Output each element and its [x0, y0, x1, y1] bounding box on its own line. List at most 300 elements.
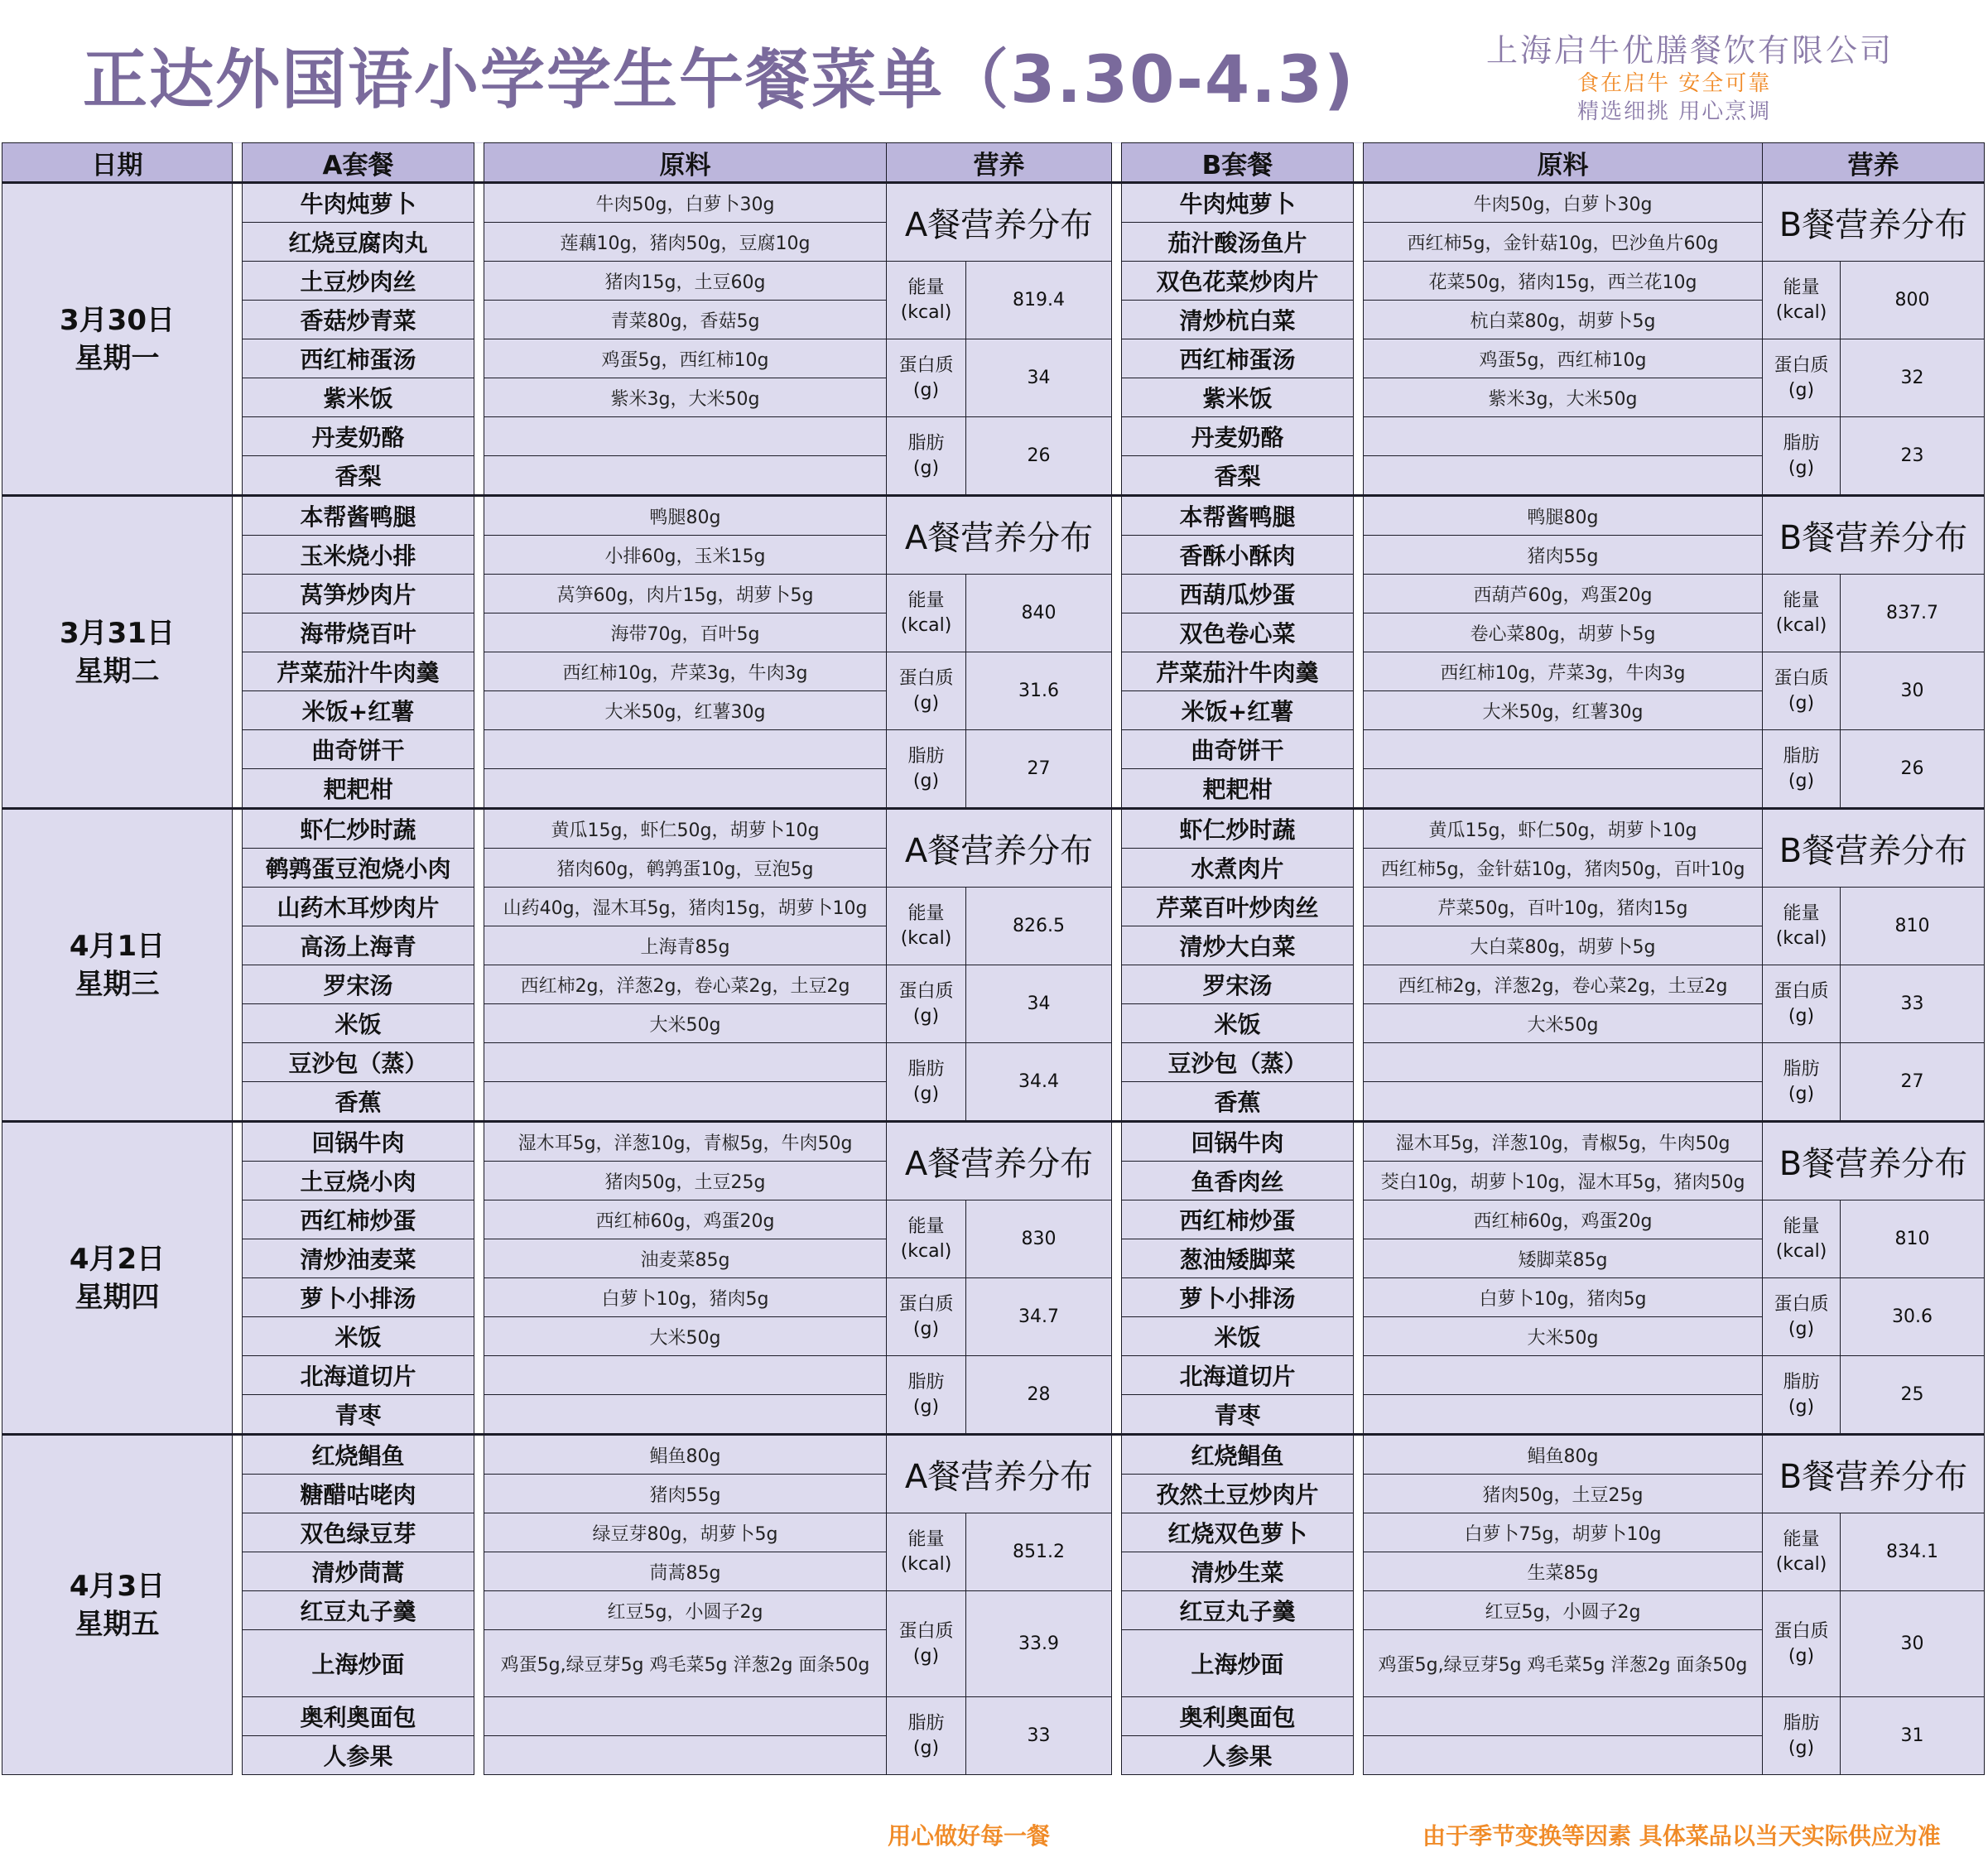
table-row — [2, 1591, 1985, 1630]
column-gap — [1354, 613, 1364, 652]
a-ingredients: 牛肉50g，白萝卜30g — [484, 183, 887, 223]
a-fat-value: 26 — [966, 417, 1112, 496]
column-gap — [474, 183, 484, 223]
nutrition-label-unit: (kcal) — [1775, 1553, 1827, 1575]
a-ingredients — [484, 1082, 887, 1122]
column-gap — [474, 849, 484, 888]
column-gap — [233, 1004, 243, 1043]
b-ingredients — [1364, 1356, 1763, 1395]
column-gap — [1354, 1475, 1364, 1513]
b-dish: 清炒杭白菜 — [1122, 301, 1354, 339]
nutrition-label-unit: (kcal) — [1775, 301, 1827, 323]
column-gap — [474, 1122, 484, 1162]
column-gap — [1112, 1004, 1122, 1043]
a-dish: 回锅牛肉 — [243, 1122, 474, 1162]
b-ingredients: 卷心菜80g，胡萝卜5g — [1364, 613, 1763, 652]
a-ingredients: 白萝卜10g，猪肉5g — [484, 1278, 887, 1317]
column-gap — [233, 1513, 243, 1552]
nutrition-label-unit: (g) — [912, 379, 940, 401]
column-gap — [474, 1591, 484, 1630]
column-gap — [233, 1317, 243, 1356]
column-gap — [1112, 575, 1122, 613]
nutrition-label-unit: (kcal) — [900, 1553, 952, 1575]
column-gap — [233, 1356, 243, 1395]
b-dish: 人参果 — [1122, 1736, 1354, 1775]
column-gap — [233, 536, 243, 575]
column-gap — [1354, 809, 1364, 849]
nutrition-label-fat — [887, 1697, 966, 1775]
a-dish: 耙耙柑 — [243, 769, 474, 809]
column-gap — [474, 926, 484, 965]
nutrition-label-unit: (g) — [1788, 770, 1815, 791]
column-gap — [1112, 1200, 1122, 1239]
b-energy-value: 834.1 — [1841, 1513, 1985, 1591]
nutrition-label-name: 能量 — [1783, 589, 1820, 611]
column-gap — [1112, 536, 1122, 575]
b-energy-value: 810 — [1841, 888, 1985, 965]
column-gap — [1112, 1395, 1122, 1435]
nutrition-label-protein — [887, 965, 966, 1043]
b-ingredients: 牛肉50g，白萝卜30g — [1364, 183, 1763, 223]
nutrition-label-unit: (g) — [912, 770, 940, 791]
table-row — [2, 1697, 1985, 1736]
column-gap — [233, 1043, 243, 1082]
column-gap — [1112, 262, 1122, 301]
a-protein-value: 34.7 — [966, 1278, 1112, 1356]
column-gap — [1354, 378, 1364, 417]
b-dish: 米饭 — [1122, 1317, 1354, 1356]
a-dish: 海带烧百叶 — [243, 613, 474, 652]
column-gap — [233, 575, 243, 613]
a-ingredients: 红豆5g，小圆子2g — [484, 1591, 887, 1630]
nutrition-label-protein — [887, 1278, 966, 1356]
nutrition-label-name: 蛋白质 — [1774, 667, 1829, 689]
b-ingredients: 紫米3g，大米50g — [1364, 378, 1763, 417]
column-gap — [1354, 183, 1364, 223]
a-energy-value: 819.4 — [966, 262, 1112, 339]
column-gap — [233, 456, 243, 496]
column-gap — [1112, 378, 1122, 417]
column-gap — [1354, 1317, 1364, 1356]
column-gap — [233, 926, 243, 965]
column-gap — [233, 849, 243, 888]
column-gap — [233, 809, 243, 849]
column-gap — [1354, 691, 1364, 730]
a-ingredients: 湿木耳5g，洋葱10g，青椒5g，牛肉50g — [484, 1122, 887, 1162]
a-ingredients: 鲳鱼80g — [484, 1435, 887, 1475]
column-gap — [1354, 1122, 1364, 1162]
nutrition-label-fat — [887, 730, 966, 809]
a-ingredients: 莴笋60g，肉片15g，胡萝卜5g — [484, 575, 887, 613]
b-ingredients: 黄瓜15g，虾仁50g，胡萝卜10g — [1364, 809, 1763, 849]
a-ingredients — [484, 1395, 887, 1435]
nutrition-label-name: 能量 — [1783, 902, 1820, 924]
a-dish: 上海炒面 — [243, 1630, 474, 1697]
a-ingredients: 海带70g，百叶5g — [484, 613, 887, 652]
a-dish: 紫米饭 — [243, 378, 474, 417]
b-nutrition-title: B餐营养分布 — [1763, 809, 1985, 888]
column-gap — [474, 652, 484, 691]
column-gap — [1112, 691, 1122, 730]
a-ingredients: 黄瓜15g，虾仁50g，胡萝卜10g — [484, 809, 887, 849]
b-dish: 香酥小酥肉 — [1122, 536, 1354, 575]
day-date: 4月1日 — [69, 929, 166, 963]
column-gap — [474, 456, 484, 496]
column-gap — [1112, 1552, 1122, 1591]
a-ingredients: 油麦菜85g — [484, 1239, 887, 1278]
column-gap — [233, 496, 243, 536]
column-gap — [233, 1162, 243, 1200]
column-gap — [1112, 1239, 1122, 1278]
column-gap — [233, 1239, 243, 1278]
day-date-cell — [2, 1122, 233, 1435]
column-gap — [474, 888, 484, 926]
header-row — [2, 143, 1985, 183]
table-row — [2, 1200, 1985, 1239]
b-ingredients: 大米50g — [1364, 1317, 1763, 1356]
b-ingredients: 西红柿5g，金针菇10g，猪肉50g，百叶10g — [1364, 849, 1763, 888]
column-gap — [474, 417, 484, 456]
header-a-meal: A套餐 — [243, 143, 474, 183]
nutrition-label-name: 脂肪 — [1783, 1058, 1820, 1080]
nutrition-label-protein — [1763, 339, 1841, 417]
column-gap — [1354, 301, 1364, 339]
b-dish: 豆沙包（蒸） — [1122, 1043, 1354, 1082]
nutrition-label-protein — [887, 1591, 966, 1697]
a-dish: 牛肉炖萝卜 — [243, 183, 474, 223]
table-row — [2, 1356, 1985, 1395]
column-gap — [1354, 1736, 1364, 1775]
column-gap — [233, 183, 243, 223]
a-dish: 米饭 — [243, 1004, 474, 1043]
a-ingredients: 鸭腿80g — [484, 496, 887, 536]
b-ingredients: 鸡蛋5g,绿豆芽5g 鸡毛菜5g 洋葱2g 面条50g — [1364, 1630, 1763, 1697]
b-dish: 丹麦奶酪 — [1122, 417, 1354, 456]
b-ingredients — [1364, 456, 1763, 496]
b-dish: 虾仁炒时蔬 — [1122, 809, 1354, 849]
nutrition-label-name: 蛋白质 — [1774, 1293, 1829, 1315]
a-energy-value: 826.5 — [966, 888, 1112, 965]
b-energy-value: 800 — [1841, 262, 1985, 339]
column-gap — [1112, 223, 1122, 262]
a-ingredients — [484, 769, 887, 809]
column-gap — [1354, 456, 1364, 496]
nutrition-label-unit: (g) — [912, 1005, 940, 1027]
nutrition-label-name: 能量 — [907, 902, 945, 924]
nutrition-label-unit: (kcal) — [900, 301, 952, 323]
a-nutrition-title: A餐营养分布 — [887, 1435, 1112, 1513]
column-gap — [1354, 417, 1364, 456]
a-dish: 红豆丸子羹 — [243, 1591, 474, 1630]
b-dish: 西红柿炒蛋 — [1122, 1200, 1354, 1239]
column-gap — [474, 613, 484, 652]
a-ingredients: 猪肉55g — [484, 1475, 887, 1513]
nutrition-label-unit: (kcal) — [1775, 1240, 1827, 1262]
a-ingredients: 小排60g，玉米15g — [484, 536, 887, 575]
b-dish: 清炒生菜 — [1122, 1552, 1354, 1591]
a-dish: 奥利奥面包 — [243, 1697, 474, 1736]
b-ingredients: 鲳鱼80g — [1364, 1435, 1763, 1475]
column-gap — [1354, 1395, 1364, 1435]
column-gap — [1112, 1317, 1122, 1356]
column-gap — [1112, 1082, 1122, 1122]
a-ingredients: 猪肉15g，土豆60g — [484, 262, 887, 301]
column-gap — [1354, 1239, 1364, 1278]
a-fat-value: 33 — [966, 1697, 1112, 1775]
a-dish: 人参果 — [243, 1736, 474, 1775]
a-ingredients: 山药40g，湿木耳5g，猪肉15g，胡萝卜10g — [484, 888, 887, 926]
column-gap — [233, 1278, 243, 1317]
column-gap — [474, 496, 484, 536]
nutrition-label-name: 蛋白质 — [898, 1293, 954, 1315]
column-gap — [1354, 926, 1364, 965]
day-weekday: 星期一 — [75, 341, 160, 375]
a-dish: 青枣 — [243, 1395, 474, 1435]
a-ingredients — [484, 1356, 887, 1395]
nutrition-label-fat — [887, 417, 966, 496]
column-gap — [1112, 143, 1122, 183]
nutrition-label-unit: (g) — [912, 1396, 940, 1417]
column-gap — [233, 1082, 243, 1122]
day-date: 4月3日 — [69, 1569, 166, 1603]
column-gap — [1112, 1697, 1122, 1736]
b-fat-value: 23 — [1841, 417, 1985, 496]
a-dish: 鹌鹑蛋豆泡烧小肉 — [243, 849, 474, 888]
a-ingredients: 紫米3g，大米50g — [484, 378, 887, 417]
nutrition-label-name: 脂肪 — [907, 1371, 945, 1393]
nutrition-label-unit: (g) — [1788, 1396, 1815, 1417]
column-gap — [1354, 1435, 1364, 1475]
nutrition-label-name: 脂肪 — [907, 432, 945, 454]
b-protein-value: 30.6 — [1841, 1278, 1985, 1356]
column-gap — [233, 1697, 243, 1736]
b-dish: 香蕉 — [1122, 1082, 1354, 1122]
b-protein-value: 30 — [1841, 1591, 1985, 1697]
day-date-cell — [2, 809, 233, 1122]
column-gap — [474, 1162, 484, 1200]
a-ingredients — [484, 1697, 887, 1736]
column-gap — [1112, 888, 1122, 926]
column-gap — [1112, 730, 1122, 769]
a-dish: 双色绿豆芽 — [243, 1513, 474, 1552]
column-gap — [474, 1004, 484, 1043]
a-ingredients: 鸡蛋5g，西红柿10g — [484, 339, 887, 378]
column-gap — [474, 1513, 484, 1552]
menu-body — [2, 143, 1985, 1775]
nutrition-label-protein — [887, 339, 966, 417]
nutrition-label-energy — [887, 262, 966, 339]
day-weekday: 星期二 — [75, 654, 160, 688]
b-ingredients: 生菜85g — [1364, 1552, 1763, 1591]
a-ingredients: 绿豆芽80g，胡萝卜5g — [484, 1513, 887, 1552]
column-gap — [474, 1082, 484, 1122]
column-gap — [1354, 652, 1364, 691]
column-gap — [1354, 1630, 1364, 1697]
nutrition-label-protein — [1763, 1591, 1841, 1697]
nutrition-label-name: 蛋白质 — [898, 1620, 954, 1642]
a-ingredients: 上海青85g — [484, 926, 887, 965]
b-dish: 曲奇饼干 — [1122, 730, 1354, 769]
table-row — [2, 183, 1985, 223]
a-ingredients: 大米50g — [484, 1317, 887, 1356]
column-gap — [1112, 301, 1122, 339]
nutrition-label-fat — [1763, 1697, 1841, 1775]
column-gap — [474, 1475, 484, 1513]
a-dish: 玉米烧小排 — [243, 536, 474, 575]
b-dish: 西红柿蛋汤 — [1122, 339, 1354, 378]
header-date: 日期 — [2, 143, 233, 183]
nutrition-label-fat — [1763, 417, 1841, 496]
a-dish: 米饭+红薯 — [243, 691, 474, 730]
nutrition-label-fat — [1763, 730, 1841, 809]
nutrition-label-energy — [1763, 1513, 1841, 1591]
header-b-ingredients: 原料 — [1364, 143, 1763, 183]
company-slogan-1: 食在启牛 安全可靠 — [1577, 71, 1772, 96]
nutrition-label-unit: (g) — [1788, 1737, 1815, 1759]
a-dish: 米饭 — [243, 1317, 474, 1356]
b-dish: 罗宋汤 — [1122, 965, 1354, 1004]
a-fat-value: 27 — [966, 730, 1112, 809]
column-gap — [1112, 1475, 1122, 1513]
b-dish: 紫米饭 — [1122, 378, 1354, 417]
a-ingredients: 西红柿60g，鸡蛋20g — [484, 1200, 887, 1239]
nutrition-label-energy — [1763, 575, 1841, 652]
a-energy-value: 840 — [966, 575, 1112, 652]
b-dish: 米饭+红薯 — [1122, 691, 1354, 730]
a-dish: 红烧鲳鱼 — [243, 1435, 474, 1475]
b-dish: 米饭 — [1122, 1004, 1354, 1043]
b-ingredients — [1364, 1736, 1763, 1775]
column-gap — [233, 888, 243, 926]
column-gap — [474, 339, 484, 378]
column-gap — [474, 262, 484, 301]
a-dish: 豆沙包（蒸） — [243, 1043, 474, 1082]
nutrition-label-name: 脂肪 — [1783, 1712, 1820, 1734]
a-protein-value: 31.6 — [966, 652, 1112, 730]
column-gap — [1112, 1356, 1122, 1395]
table-row — [2, 339, 1985, 378]
column-gap — [1354, 730, 1364, 769]
nutrition-label-energy — [1763, 888, 1841, 965]
b-fat-value: 31 — [1841, 1697, 1985, 1775]
b-ingredients — [1364, 730, 1763, 769]
b-dish: 香梨 — [1122, 456, 1354, 496]
table-row — [2, 1043, 1985, 1082]
column-gap — [1354, 965, 1364, 1004]
column-gap — [1112, 417, 1122, 456]
column-gap — [233, 1475, 243, 1513]
b-ingredients — [1364, 1395, 1763, 1435]
column-gap — [474, 730, 484, 769]
nutrition-label-fat — [1763, 1043, 1841, 1122]
column-gap — [1354, 1043, 1364, 1082]
column-gap — [233, 1435, 243, 1475]
column-gap — [1112, 849, 1122, 888]
a-fat-value: 28 — [966, 1356, 1112, 1435]
b-dish: 双色花菜炒肉片 — [1122, 262, 1354, 301]
page-title: 正达外国语小学学生午餐菜单（3.30-4.3) — [83, 43, 1355, 118]
nutrition-label-name: 蛋白质 — [898, 667, 954, 689]
a-dish: 香梨 — [243, 456, 474, 496]
a-dish: 糖醋咕咾肉 — [243, 1475, 474, 1513]
nutrition-label-unit: (g) — [912, 1318, 940, 1340]
day-date-cell — [2, 496, 233, 809]
nutrition-label-unit: (kcal) — [1775, 614, 1827, 636]
nutrition-label-protein — [1763, 652, 1841, 730]
a-ingredients: 莲藕10g，猪肉50g，豆腐10g — [484, 223, 887, 262]
b-protein-value: 33 — [1841, 965, 1985, 1043]
column-gap — [474, 1552, 484, 1591]
nutrition-label-unit: (g) — [1788, 457, 1815, 479]
column-gap — [1112, 1043, 1122, 1082]
column-gap — [233, 769, 243, 809]
column-gap — [233, 262, 243, 301]
nutrition-label-protein — [1763, 1278, 1841, 1356]
column-gap — [233, 1552, 243, 1591]
b-ingredients: 西红柿2g，洋葱2g，卷心菜2g，土豆2g — [1364, 965, 1763, 1004]
table-row — [2, 575, 1985, 613]
b-ingredients: 猪肉55g — [1364, 536, 1763, 575]
column-gap — [474, 691, 484, 730]
a-ingredients: 茼蒿85g — [484, 1552, 887, 1591]
column-gap — [233, 339, 243, 378]
nutrition-label-fat — [1763, 1356, 1841, 1435]
b-dish: 西葫瓜炒蛋 — [1122, 575, 1354, 613]
column-gap — [474, 1395, 484, 1435]
header-a-nutrition: 营养 — [887, 143, 1112, 183]
nutrition-label-unit: (g) — [1788, 1645, 1815, 1667]
day-date: 4月2日 — [69, 1242, 166, 1276]
nutrition-label-unit: (g) — [1788, 379, 1815, 401]
nutrition-label-unit: (g) — [912, 1737, 940, 1759]
column-gap — [1354, 262, 1364, 301]
a-dish: 西红柿炒蛋 — [243, 1200, 474, 1239]
column-gap — [1112, 769, 1122, 809]
column-gap — [474, 378, 484, 417]
a-dish: 清炒油麦菜 — [243, 1239, 474, 1278]
b-protein-value: 32 — [1841, 339, 1985, 417]
nutrition-label-unit: (g) — [912, 457, 940, 479]
column-gap — [233, 1630, 243, 1697]
column-gap — [233, 223, 243, 262]
b-dish: 红烧双色萝卜 — [1122, 1513, 1354, 1552]
column-gap — [1354, 1513, 1364, 1552]
b-dish: 孜然土豆炒肉片 — [1122, 1475, 1354, 1513]
column-gap — [1354, 536, 1364, 575]
footer-left: 用心做好每一餐 — [888, 1822, 1051, 1850]
b-ingredients: 西红柿10g，芹菜3g，牛肉3g — [1364, 652, 1763, 691]
column-gap — [474, 301, 484, 339]
nutrition-label-name: 能量 — [907, 589, 945, 611]
table-row — [2, 888, 1985, 926]
b-dish: 茄汁酸汤鱼片 — [1122, 223, 1354, 262]
day-date: 3月30日 — [60, 303, 175, 337]
column-gap — [1112, 965, 1122, 1004]
b-ingredients: 西红柿5g，金针菇10g，巴沙鱼片60g — [1364, 223, 1763, 262]
b-dish: 芹菜百叶炒肉丝 — [1122, 888, 1354, 926]
column-gap — [1354, 496, 1364, 536]
a-nutrition-title: A餐营养分布 — [887, 809, 1112, 888]
nutrition-label-unit: (kcal) — [900, 614, 952, 636]
nutrition-label-energy — [887, 888, 966, 965]
column-gap — [1112, 1630, 1122, 1697]
column-gap — [474, 143, 484, 183]
table-row — [2, 1513, 1985, 1552]
a-ingredients — [484, 1736, 887, 1775]
a-nutrition-title: A餐营养分布 — [887, 496, 1112, 575]
table-row — [2, 1435, 1985, 1475]
b-ingredients: 芹菜50g，百叶10g，猪肉15g — [1364, 888, 1763, 926]
